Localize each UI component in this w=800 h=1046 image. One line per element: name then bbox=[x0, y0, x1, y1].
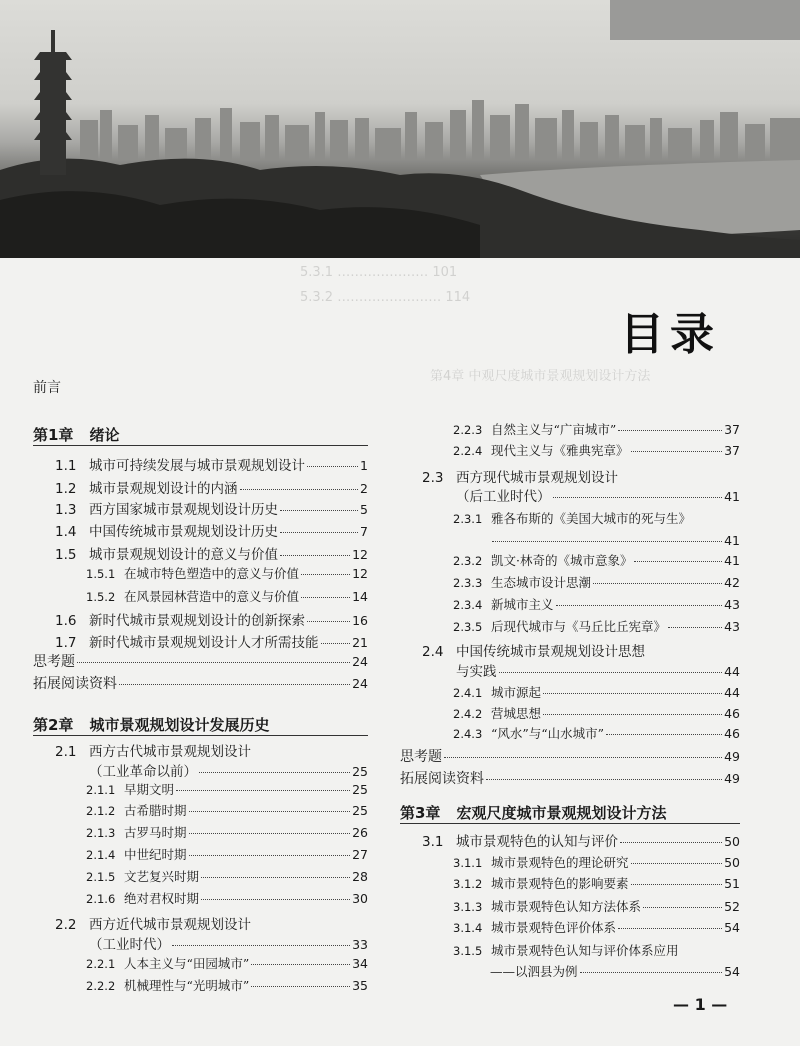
dot-leader bbox=[189, 855, 351, 856]
toc-entry[interactable] bbox=[490, 533, 740, 548]
dot-leader bbox=[543, 714, 722, 715]
toc-entry-number: 2.1.4 bbox=[86, 848, 116, 862]
dot-leader bbox=[251, 986, 350, 987]
dot-leader bbox=[553, 497, 723, 498]
toc-entry[interactable] bbox=[453, 683, 740, 701]
toc-entry-number: 第2章 bbox=[33, 716, 74, 734]
dot-leader bbox=[251, 964, 350, 965]
toc-entry-number: 1.2 bbox=[55, 481, 77, 497]
toc-entry-number: 1.5 bbox=[55, 547, 77, 563]
toc-entry-page: 42 bbox=[724, 575, 740, 590]
toc-entry-title: 人本主义与“田园城市” bbox=[124, 956, 250, 971]
toc-entry-page: 34 bbox=[352, 956, 368, 971]
toc-entry-page: 12 bbox=[352, 547, 368, 562]
toc-entry[interactable] bbox=[453, 897, 740, 915]
toc-entry-page: 30 bbox=[352, 891, 368, 906]
toc-entry-number: 3.1.3 bbox=[453, 900, 483, 914]
toc-entry[interactable] bbox=[55, 543, 368, 563]
toc-entry-title: 城市景观规划设计发展历史 bbox=[89, 716, 270, 734]
dot-leader bbox=[321, 643, 351, 644]
toc-entry-title: 中国传统城市景观规划设计历史 bbox=[89, 524, 278, 540]
toc-entry-number: 2.1.1 bbox=[86, 783, 116, 797]
toc-entry-number: 1.3 bbox=[55, 502, 77, 518]
toc-entry-page: 41 bbox=[724, 533, 740, 548]
dot-leader bbox=[580, 972, 723, 973]
toc-entry-page: 16 bbox=[352, 613, 368, 628]
header-photo bbox=[0, 0, 800, 258]
toc-entry-title: 城市景观规划设计的意义与价值 bbox=[89, 547, 278, 563]
toc-entry-number: 1.6 bbox=[55, 613, 77, 629]
toc-entry-number: 3.1.2 bbox=[453, 877, 483, 891]
toc-entry[interactable] bbox=[422, 830, 740, 850]
dot-leader bbox=[668, 627, 722, 628]
toc-entry-number: 3.1 bbox=[422, 834, 444, 850]
dot-leader bbox=[634, 561, 722, 562]
toc-entry-page: 44 bbox=[724, 685, 740, 700]
toc-entry[interactable] bbox=[453, 724, 740, 742]
dot-leader bbox=[593, 583, 722, 584]
toc-entry-page: 50 bbox=[724, 834, 740, 849]
toc-entry-title: 后现代城市与《马丘比丘宪章》 bbox=[491, 619, 667, 634]
toc-entry-page: 14 bbox=[352, 589, 368, 604]
toc-entry[interactable] bbox=[400, 746, 740, 766]
dot-leader bbox=[486, 779, 722, 780]
toc-entry-page: 12 bbox=[352, 566, 368, 581]
toc-entry-page: 54 bbox=[724, 964, 740, 979]
dot-leader bbox=[176, 790, 350, 791]
dot-leader bbox=[280, 555, 350, 556]
chapter-divider bbox=[400, 823, 740, 824]
toc-entry[interactable] bbox=[55, 477, 368, 497]
toc-entry-title: （工业时代） bbox=[89, 937, 170, 953]
dot-leader bbox=[492, 541, 722, 542]
toc-entry-number: 1.5.1 bbox=[86, 567, 116, 581]
dot-leader bbox=[172, 945, 350, 946]
toc-entry-number: 2.1.5 bbox=[86, 870, 116, 884]
toc-entry-number: 2.3.1 bbox=[453, 512, 483, 526]
toc-entry[interactable] bbox=[89, 933, 368, 953]
toc-entry-number: 第3章 bbox=[400, 804, 441, 822]
toc-entry-number: 2.1.6 bbox=[86, 892, 116, 906]
toc-entry-number: 2.3.5 bbox=[453, 620, 483, 634]
toc-entry-page: 46 bbox=[724, 726, 740, 741]
toc-entry-number: 2.3.3 bbox=[453, 576, 483, 590]
toc-entry-page: 43 bbox=[724, 597, 740, 612]
toc-entry-number: 1.5.2 bbox=[86, 590, 116, 604]
toc-entry-title: 雅各布斯的《美国大城市的死与生》 bbox=[491, 511, 692, 526]
dot-leader bbox=[201, 899, 350, 900]
toc-entry-title: 西方现代城市景观规划设计 bbox=[456, 470, 618, 486]
dot-leader bbox=[618, 430, 722, 431]
header-gray-strip bbox=[610, 0, 800, 40]
dot-leader bbox=[301, 597, 350, 598]
dot-leader bbox=[620, 842, 722, 843]
toc-entry-number: 2.4.3 bbox=[453, 727, 483, 741]
toc-entry[interactable] bbox=[453, 595, 740, 613]
toc-entry-number: 2.1.2 bbox=[86, 804, 116, 818]
dot-leader bbox=[307, 621, 350, 622]
toc-entry-number: 3.1.1 bbox=[453, 856, 483, 870]
toc-entry-title: 机械理性与“光明城市” bbox=[124, 978, 250, 993]
dot-leader bbox=[499, 672, 723, 673]
toc-entry-page: 41 bbox=[724, 489, 740, 504]
toc-entry-title: 凯文·林奇的《城市意象》 bbox=[491, 553, 633, 568]
toc-entry-page: 2 bbox=[360, 481, 368, 496]
toc-entry-page: 49 bbox=[724, 771, 740, 786]
toc-entry-title: 新城市主义 bbox=[491, 597, 554, 612]
toc-entry[interactable] bbox=[453, 551, 740, 569]
toc-entry-number: 2.2.2 bbox=[86, 979, 116, 993]
toc-entry-title: 城市景观特色的理论研究 bbox=[491, 855, 629, 870]
toc-entry-page: 5 bbox=[360, 502, 368, 517]
bleed-through-text: 第4章 中观尺度城市景观规划设计方法 bbox=[430, 369, 651, 384]
toc-entry-page: 24 bbox=[352, 676, 368, 691]
bleed-through-text: 5.3.1 ………………… 101 bbox=[300, 265, 458, 280]
dot-leader bbox=[307, 466, 358, 467]
toc-entry-number: 3.1.5 bbox=[453, 944, 483, 958]
toc-entry[interactable] bbox=[456, 660, 740, 680]
toc-entry-page: 50 bbox=[724, 855, 740, 870]
toc-entry-title: 新时代城市景观规划设计的创新探索 bbox=[89, 613, 305, 629]
toc-entry[interactable] bbox=[86, 976, 368, 994]
toc-entry-title: 城市景观特色的影响要素 bbox=[491, 876, 629, 891]
toc-entry-title: 城市可持续发展与城市景观规划设计 bbox=[89, 458, 305, 474]
dot-leader bbox=[189, 833, 351, 834]
toc-entry-title: 城市景观特色认知方法体系 bbox=[491, 899, 642, 914]
toc-entry-page: 44 bbox=[724, 664, 740, 679]
toc-entry-title: 自然主义与“广亩城市” bbox=[491, 422, 617, 437]
toc-entry-page: 43 bbox=[724, 619, 740, 634]
bleed-through-text: 5.3.2 …………………… 114 bbox=[300, 290, 471, 305]
toc-entry-title: 在风景园林营造中的意义与价值 bbox=[124, 589, 300, 604]
toc-entry-number: 第1章 bbox=[33, 426, 74, 444]
toc-entry-title: 城市景观特色的认知与评价 bbox=[456, 834, 618, 850]
toc-entry-title: 城市景观特色认知与评价体系应用 bbox=[491, 943, 679, 958]
dot-leader bbox=[543, 693, 722, 694]
toc-entry-title: 营城思想 bbox=[491, 706, 542, 721]
toc-entry-number: 2.2.4 bbox=[453, 444, 483, 458]
toc-entry-page: 49 bbox=[724, 749, 740, 764]
toc-entry-number: 2.3.4 bbox=[453, 598, 483, 612]
toc-entry-page: 54 bbox=[724, 920, 740, 935]
toc-entry-title: 生态城市设计思潮 bbox=[491, 575, 592, 590]
toc-entry[interactable] bbox=[400, 768, 740, 788]
toc-entry[interactable] bbox=[33, 673, 368, 693]
dot-leader bbox=[119, 684, 350, 685]
toc-entry[interactable] bbox=[55, 498, 368, 518]
toc-entry[interactable] bbox=[55, 520, 368, 540]
toc-entry-title: 早期文明 bbox=[124, 782, 175, 797]
toc-entry[interactable] bbox=[89, 760, 368, 780]
toc-entry-title: 绪论 bbox=[89, 426, 120, 444]
dot-leader bbox=[631, 451, 723, 452]
toc-entry-title: 与实践 bbox=[456, 664, 497, 680]
toc-entry-number: 2.4 bbox=[422, 644, 444, 660]
toc-entry-page: 33 bbox=[352, 937, 368, 952]
toc-entry-title: 城市景观特色评价体系 bbox=[491, 920, 617, 935]
toc-entry[interactable] bbox=[453, 441, 740, 459]
toc-entry[interactable] bbox=[86, 889, 368, 907]
toc-entry-title: 拓展阅读资料 bbox=[33, 676, 117, 692]
toc-entry-page: 52 bbox=[724, 899, 740, 914]
toc-entry[interactable] bbox=[453, 853, 740, 871]
toc-entry[interactable] bbox=[453, 874, 740, 892]
toc-entry[interactable] bbox=[86, 564, 368, 582]
toc-entry-title: （后工业时代） bbox=[456, 489, 551, 505]
toc-entry[interactable] bbox=[422, 466, 740, 486]
toc-entry[interactable] bbox=[86, 780, 368, 798]
toc-entry-title: 中国传统城市景观规划设计思想 bbox=[456, 644, 645, 660]
toc-entry-page: 26 bbox=[352, 825, 368, 840]
toc-entry-title: 古罗马时期 bbox=[124, 825, 187, 840]
toc-entry-title: 前言 bbox=[33, 380, 61, 396]
toc-entry-number: 2.3.2 bbox=[453, 554, 483, 568]
toc-entry-number: 2.1.3 bbox=[86, 826, 116, 840]
toc-entry-title: 文艺复兴时期 bbox=[124, 869, 200, 884]
toc-entry-page: 51 bbox=[724, 876, 740, 891]
toc-entry[interactable] bbox=[453, 704, 740, 722]
toc-entry-page: 25 bbox=[352, 803, 368, 818]
toc-entry-title: 思考题 bbox=[33, 654, 75, 670]
toc-entry-page: 37 bbox=[724, 422, 740, 437]
dot-leader bbox=[199, 772, 350, 773]
toc-entry-number: 2.2.1 bbox=[86, 957, 116, 971]
toc-entry-title: 城市景观规划设计的内涵 bbox=[89, 481, 238, 497]
toc-entry-number: 2.4.2 bbox=[453, 707, 483, 721]
toc-entry[interactable] bbox=[453, 509, 740, 527]
toc-entry-title: 新时代城市景观规划设计人才所需技能 bbox=[89, 635, 319, 651]
page-number: — 1 — bbox=[673, 995, 728, 1014]
toc-entry-page: 37 bbox=[724, 443, 740, 458]
dot-leader bbox=[77, 662, 350, 663]
toc-entry-number: 1.7 bbox=[55, 635, 77, 651]
toc-entry-title: 思考题 bbox=[400, 749, 442, 765]
toc-entry[interactable] bbox=[86, 954, 368, 972]
toc-entry-number: 2.2 bbox=[55, 917, 77, 933]
toc-entry-title: 城市源起 bbox=[491, 685, 542, 700]
toc-entry-number: 2.1 bbox=[55, 744, 77, 760]
toc-entry-number: 1.1 bbox=[55, 458, 77, 474]
toc-entry-title: 西方国家城市景观规划设计历史 bbox=[89, 502, 278, 518]
dot-leader bbox=[556, 605, 723, 606]
toc-entry-title: ——以泗县为例 bbox=[490, 964, 578, 979]
toc-entry-title: “风水”与“山水城市” bbox=[491, 726, 605, 741]
chapter-divider bbox=[33, 735, 368, 736]
toc-entry-page: 46 bbox=[724, 706, 740, 721]
dot-leader bbox=[631, 863, 723, 864]
toc-entry-number: 3.1.4 bbox=[453, 921, 483, 935]
toc-entry[interactable] bbox=[453, 573, 740, 591]
toc-entry[interactable] bbox=[33, 377, 368, 397]
toc-entry[interactable] bbox=[55, 454, 368, 474]
toc-entry[interactable] bbox=[453, 918, 740, 936]
toc-entry-number: 2.4.1 bbox=[453, 686, 483, 700]
toc-entry[interactable] bbox=[55, 631, 368, 651]
toc-entry[interactable] bbox=[422, 640, 740, 660]
toc-entry-title: 宏观尺度城市景观规划设计方法 bbox=[456, 804, 667, 822]
toc-entry-page: 28 bbox=[352, 869, 368, 884]
toc-entry[interactable] bbox=[86, 587, 368, 605]
toc-entry-number: 2.3 bbox=[422, 470, 444, 486]
toc-entry[interactable] bbox=[86, 867, 368, 885]
toc-entry-page: 1 bbox=[360, 458, 368, 473]
toc-entry-title: 绝对君权时期 bbox=[124, 891, 200, 906]
toc-entry[interactable] bbox=[86, 801, 368, 819]
dot-leader bbox=[280, 510, 358, 511]
toc-entry[interactable] bbox=[453, 941, 740, 959]
toc-entry[interactable] bbox=[453, 617, 740, 635]
dot-leader bbox=[606, 734, 722, 735]
toc-entry[interactable] bbox=[456, 485, 740, 505]
chapter-divider bbox=[33, 445, 368, 446]
toc-entry-page: 24 bbox=[352, 654, 368, 669]
toc-entry-title: （工业革命以前） bbox=[89, 764, 197, 780]
dot-leader bbox=[618, 928, 722, 929]
toc-entry-page: 41 bbox=[724, 553, 740, 568]
toc-entry-title: 在城市特色塑造中的意义与价值 bbox=[124, 566, 300, 581]
dot-leader bbox=[444, 757, 722, 758]
toc-entry[interactable] bbox=[33, 651, 368, 671]
toc-entry-page: 35 bbox=[352, 978, 368, 993]
toc-entry[interactable] bbox=[86, 823, 368, 841]
toc-entry-title: 中世纪时期 bbox=[124, 847, 187, 862]
toc-entry-title: 拓展阅读资料 bbox=[400, 771, 484, 787]
toc-entry-title: 西方古代城市景观规划设计 bbox=[89, 744, 251, 760]
dot-leader bbox=[643, 907, 722, 908]
toc-entry-page: 25 bbox=[352, 764, 368, 779]
dot-leader bbox=[631, 884, 723, 885]
toc-entry-page: 25 bbox=[352, 782, 368, 797]
toc-entry-page: 21 bbox=[352, 635, 368, 650]
toc-entry[interactable] bbox=[490, 962, 740, 980]
toc-entry-page: 7 bbox=[360, 524, 368, 539]
toc-entry[interactable] bbox=[55, 609, 368, 629]
toc-entry-title: 西方近代城市景观规划设计 bbox=[89, 917, 251, 933]
page-title: 目录 bbox=[620, 309, 720, 360]
dot-leader bbox=[201, 877, 350, 878]
dot-leader bbox=[301, 574, 350, 575]
toc-entry[interactable] bbox=[33, 424, 368, 445]
toc-entry-title: 古希腊时期 bbox=[124, 803, 187, 818]
toc-entry-number: 2.2.3 bbox=[453, 423, 483, 437]
toc-entry[interactable] bbox=[400, 802, 740, 823]
toc-entry-page: 27 bbox=[352, 847, 368, 862]
toc-entry[interactable] bbox=[33, 714, 368, 735]
toc-entry[interactable] bbox=[55, 740, 368, 760]
toc-entry[interactable] bbox=[55, 913, 368, 933]
toc-entry-title: 现代主义与《雅典宪章》 bbox=[491, 443, 629, 458]
toc-entry[interactable] bbox=[453, 420, 740, 438]
dot-leader bbox=[240, 489, 359, 490]
dot-leader bbox=[189, 811, 351, 812]
toc-entry[interactable] bbox=[86, 845, 368, 863]
toc-entry-number: 1.4 bbox=[55, 524, 77, 540]
dot-leader bbox=[280, 532, 358, 533]
